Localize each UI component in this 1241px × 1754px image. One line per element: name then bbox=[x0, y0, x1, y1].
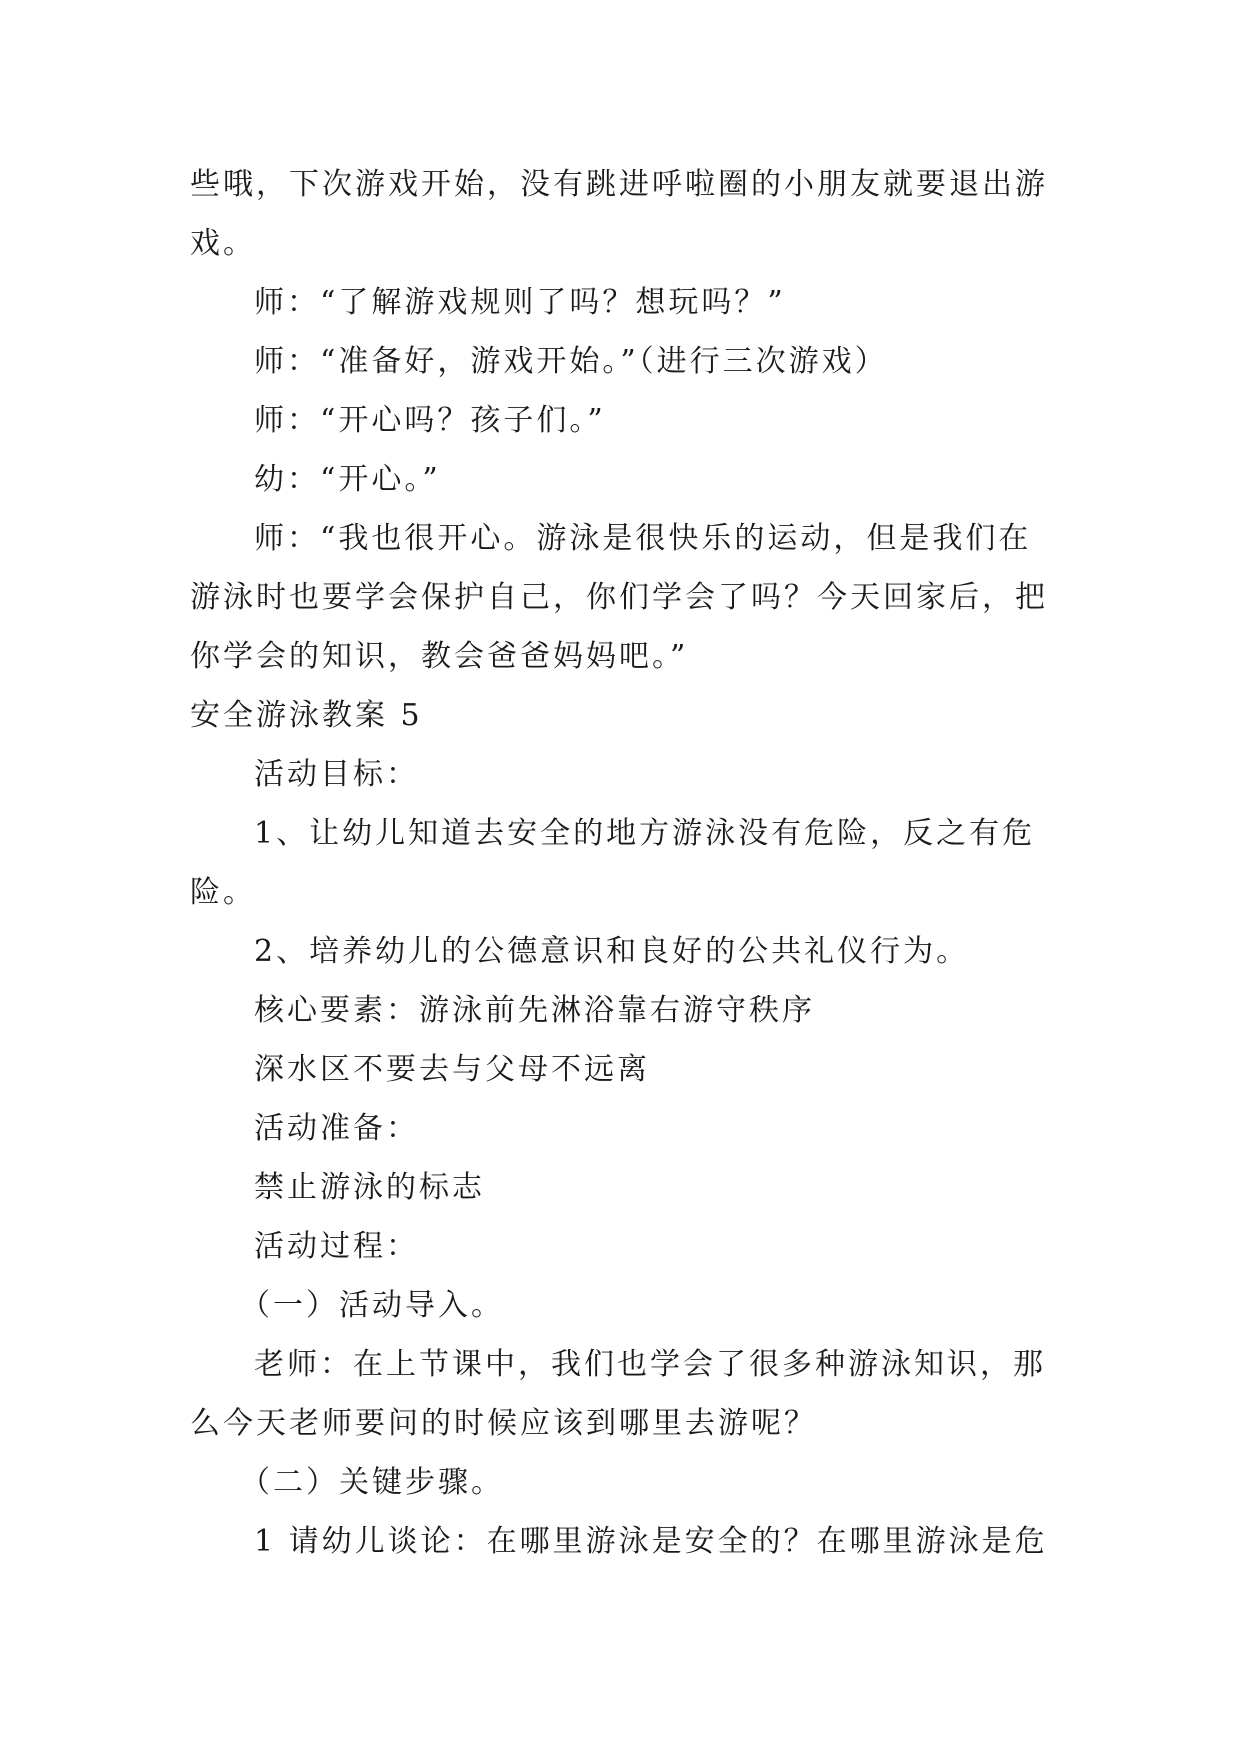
paragraph-line: 些哦，下次游戏开始，没有跳进呼啦圈的小朋友就要退出游 bbox=[190, 167, 1048, 202]
step-heading: （二）关键步骤。 bbox=[240, 1465, 504, 1500]
section-label: 活动目标： bbox=[254, 757, 419, 792]
dialogue-line: 师：“了解游戏规则了吗？想玩吗？” bbox=[254, 285, 786, 320]
goal-item: 1、让幼儿知道去安全的地方游泳没有危险，反之有危 bbox=[254, 816, 1036, 851]
dialogue-line: 师：“开心吗？孩子们。” bbox=[254, 403, 606, 438]
paragraph-line: 险。 bbox=[190, 875, 256, 910]
core-elements: 核心要素：游泳前先淋浴靠右游守秩序 bbox=[254, 993, 815, 1028]
preparation-item: 禁止游泳的标志 bbox=[254, 1170, 485, 1205]
paragraph-line: 你学会的知识，教会爸爸妈妈吧。” bbox=[190, 639, 689, 674]
dialogue-line: 老师：在上节课中，我们也学会了很多种游泳知识，那 bbox=[254, 1347, 1046, 1382]
section-label: 活动准备： bbox=[254, 1111, 419, 1146]
core-elements-continued: 深水区不要去与父母不远离 bbox=[254, 1052, 650, 1087]
dialogue-line: 幼：“开心。” bbox=[254, 462, 441, 497]
document-body bbox=[190, 155, 1050, 1571]
paragraph-line: 游泳时也要学会保护自己，你们学会了吗？今天回家后，把 bbox=[190, 580, 1048, 615]
step-heading: （一）活动导入。 bbox=[240, 1288, 504, 1323]
paragraph-line: 么今天老师要问的时候应该到哪里去游呢？ bbox=[190, 1406, 817, 1441]
paragraph-line: 戏。 bbox=[190, 226, 256, 261]
step-item: 1 请幼儿谈论：在哪里游泳是安全的？在哪里游泳是危 bbox=[254, 1524, 1048, 1559]
dialogue-line: 师：“准备好，游戏开始。”（进行三次游戏） bbox=[254, 344, 888, 379]
section-title: 安全游泳教案 5 bbox=[190, 698, 423, 733]
goal-item: 2、培养幼儿的公德意识和良好的公共礼仪行为。 bbox=[254, 934, 970, 969]
dialogue-line: 师：“我也很开心。游泳是很快乐的运动，但是我们在 bbox=[254, 521, 1032, 556]
section-label: 活动过程： bbox=[254, 1229, 419, 1264]
